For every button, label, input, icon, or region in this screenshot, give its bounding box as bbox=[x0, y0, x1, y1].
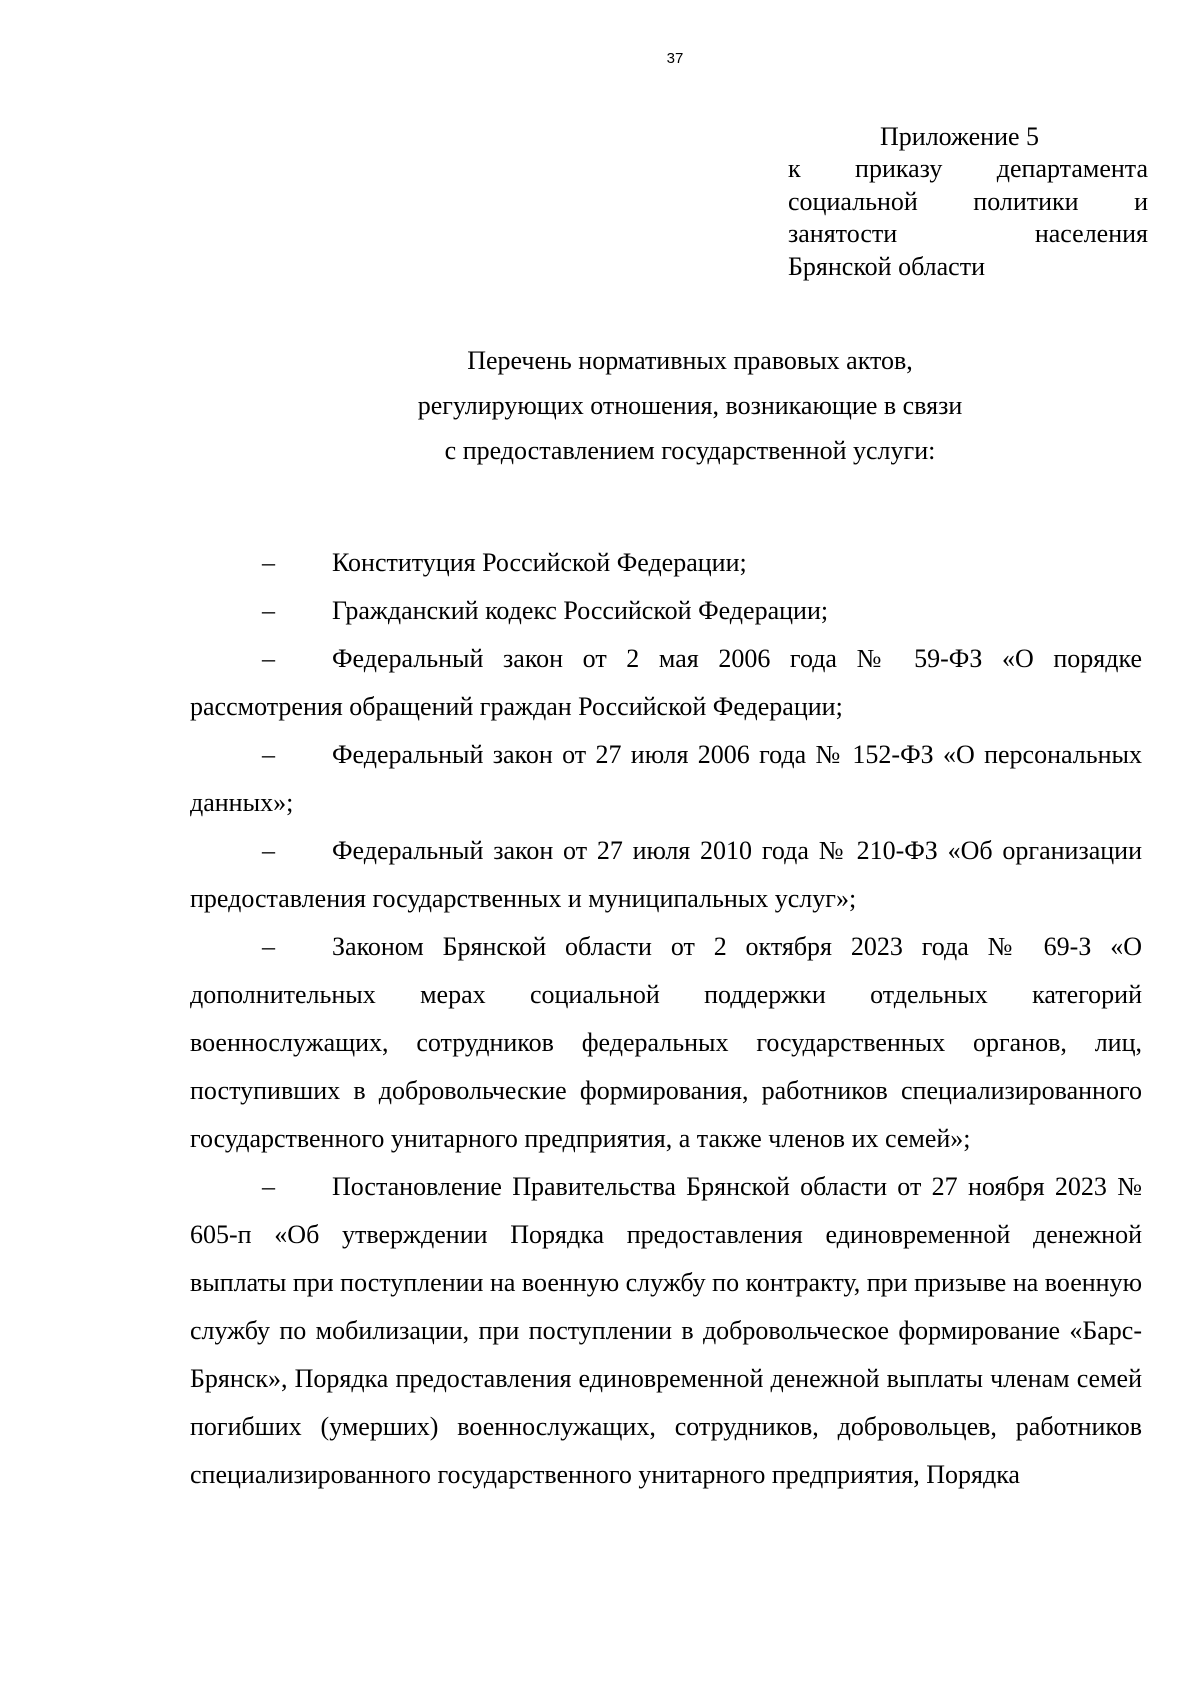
list-item bbox=[190, 827, 1142, 923]
legal-acts-list bbox=[190, 539, 1142, 1499]
dash-bullet: – bbox=[262, 932, 275, 961]
list-item bbox=[190, 731, 1142, 827]
list-title-line: регулирующих отношения, возникающие в связи bbox=[417, 391, 963, 420]
list-item-text: Федеральный закон от 2 мая 2006 года № 59-ФЗ «О порядке рассмотрения обращений граждан Российской Федерации; bbox=[190, 644, 1142, 721]
list-item bbox=[190, 1163, 1142, 1499]
list-item bbox=[190, 923, 1142, 1163]
list-item-text: Федеральный закон от 27 июля 2010 года № 210-ФЗ «Об организации предоставления государственных и муниципальных услуг»; bbox=[190, 836, 1142, 913]
dash-bullet: – bbox=[262, 1172, 275, 1201]
list-title-line: с предоставлением государственной услуги: bbox=[444, 436, 936, 465]
list-item-text: Конституция Российской Федерации; bbox=[332, 548, 747, 577]
annex-line: социальной политики и bbox=[788, 186, 1148, 216]
list-item bbox=[190, 587, 1142, 635]
list-item bbox=[190, 635, 1142, 731]
dash-bullet: – bbox=[262, 644, 275, 673]
list-item-text: Гражданский кодекс Российской Федерации; bbox=[332, 596, 829, 625]
annex-reference bbox=[788, 153, 1148, 283]
list-title-line: Перечень нормативных правовых актов, bbox=[467, 346, 913, 375]
list-item-text: Законом Брянской области от 2 октября 2023 года № 69-З «О дополнительных мерах социальной поддержки отдельных категорий военнослужащих, сотрудников федеральных государственных органов, лиц, поступивших в добровольческие формирования, работников специализированного государственного унитарного предприятия, а также членов их семей»; bbox=[190, 932, 1142, 1153]
annex-line: Брянской области bbox=[788, 251, 985, 281]
annex-title: Приложение 5 bbox=[880, 122, 1040, 151]
dash-bullet: – bbox=[262, 596, 275, 625]
dash-bullet: – bbox=[262, 836, 275, 865]
annex-line: к приказу департамента bbox=[788, 154, 1148, 183]
dash-bullet: – bbox=[262, 548, 275, 577]
page-number: 37 bbox=[666, 50, 684, 67]
list-item-text: Федеральный закон от 27 июля 2006 года № 152-ФЗ «О персональных данных»; bbox=[190, 740, 1142, 817]
list-item bbox=[190, 539, 1142, 587]
dash-bullet: – bbox=[262, 740, 275, 769]
list-title bbox=[190, 338, 1190, 473]
annex-line: занятости населения bbox=[788, 219, 1148, 248]
list-item-text: Постановление Правительства Брянской области от 27 ноября 2023 № 605-п «Об утверждении Порядка предоставления единовременной денежной выплаты при поступлении на военную службу по контракту, при призыве на военную службу по мобилизации, при поступлении в добровольческое формирование «Барс-Брянск», Порядка предоставления единовременной денежной выплаты членам семей погибших (умерших) военнослужащих, сотрудников, добровольцев, работников специализированного государственного унитарного предприятия, Порядка bbox=[190, 1172, 1142, 1489]
